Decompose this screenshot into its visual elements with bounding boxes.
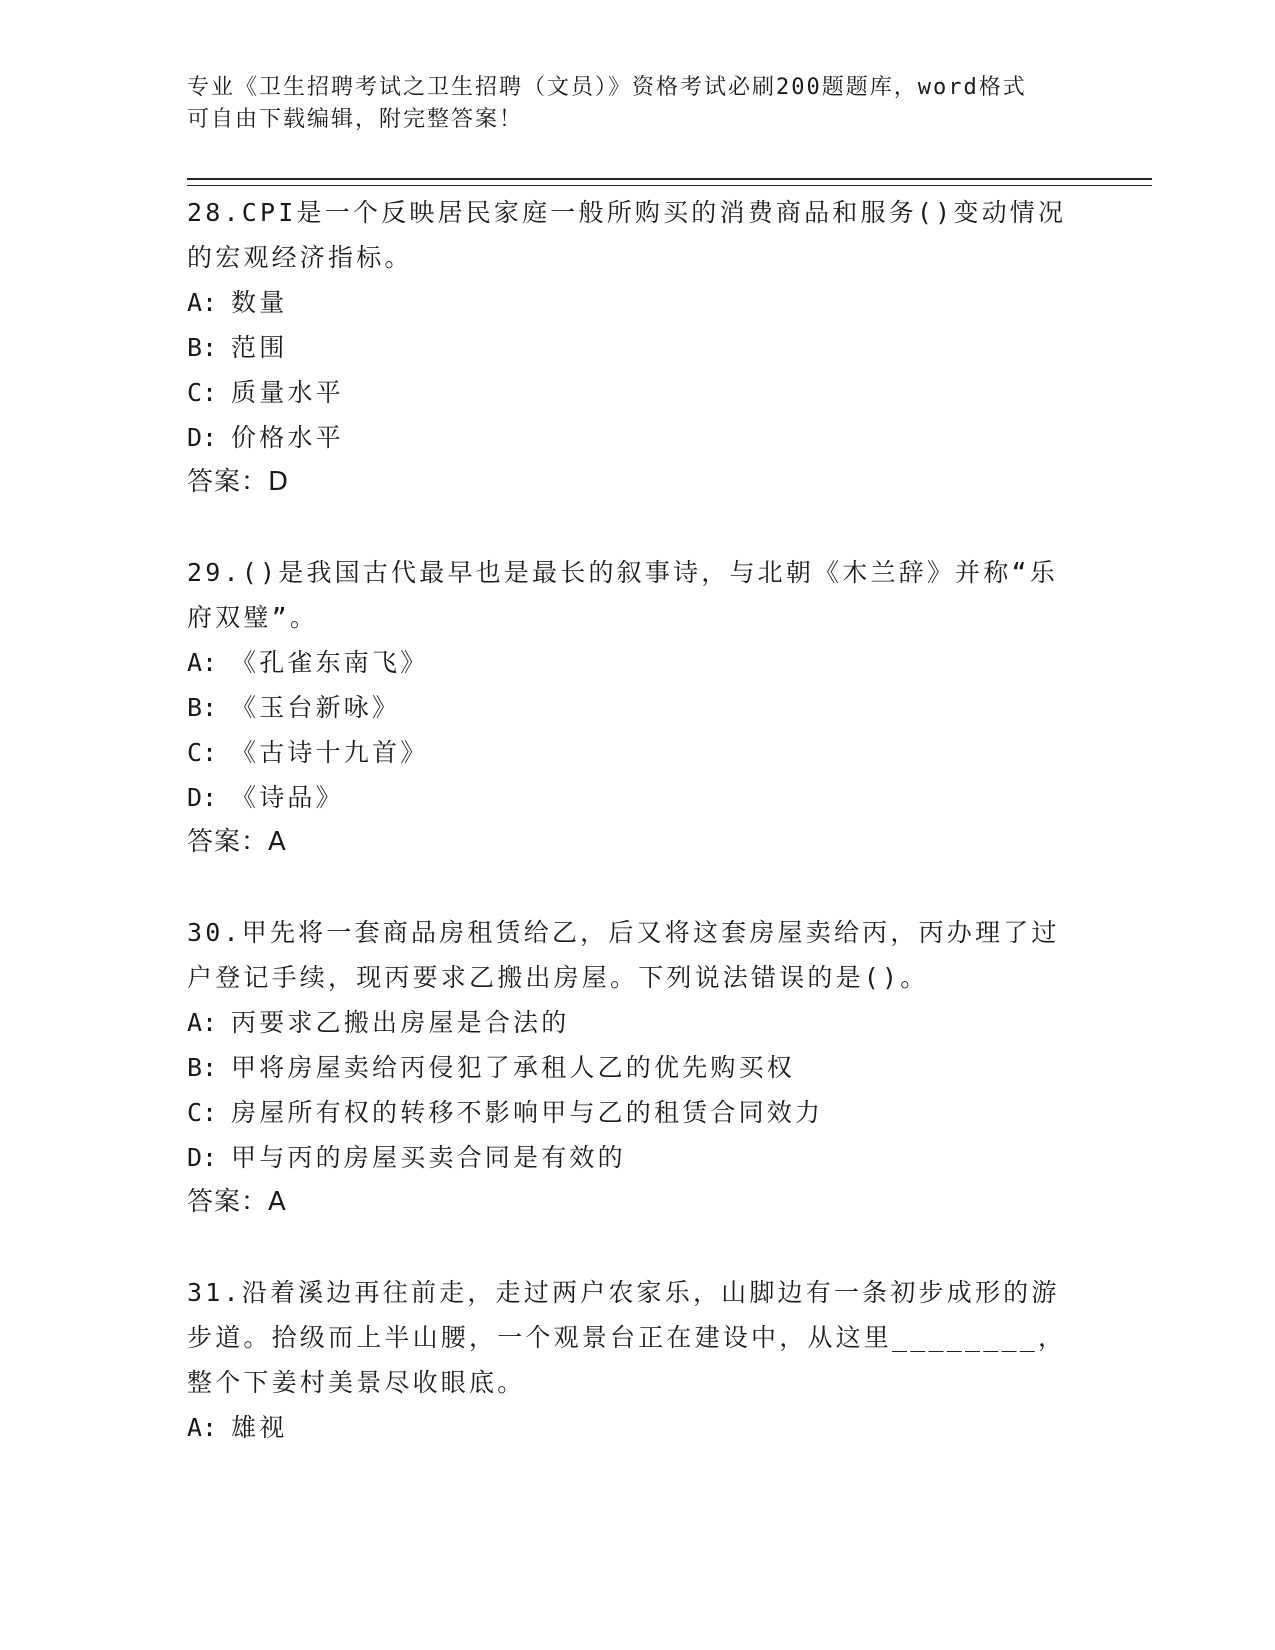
option-letter: D: [187,1143,218,1172]
option-letter: C: [187,738,218,767]
option-text: 雄视 [231,1413,288,1442]
answer-line: 答案：A [187,827,287,857]
option-text: 甲与丙的房屋买卖合同是有效的 [231,1143,626,1172]
option-b [187,325,1087,370]
option-letter: A: [187,1413,218,1442]
stem-line: 29.()是我国古代最早也是最长的叙事诗，与北朝《木兰辞》并称“乐 [187,558,1058,587]
option-text: 价格水平 [231,423,344,452]
option-letter: B: [187,333,218,362]
option-d [187,415,1087,460]
stem-line: 府双璧”。 [187,603,319,632]
option-letter: D: [187,423,218,452]
option-letter: A: [187,1008,218,1037]
answer-line: 答案：A [187,1187,287,1217]
option-b [187,1045,1087,1090]
header-line-1: 专业《卫生招聘考试之卫生招聘（文员）》资格考试必刷200题题库，word格式 [187,75,1027,100]
option-b [187,685,1087,730]
answer-line: 答案：D [187,467,290,497]
option-c [187,730,1087,775]
option-text: 质量水平 [231,378,344,407]
option-text: 房屋所有权的转移不影响甲与乙的租赁合同效力 [231,1098,824,1127]
question-30 [187,910,1087,1225]
option-letter: D: [187,783,218,812]
document-header [187,72,1087,136]
question-stem [187,550,1087,640]
question-28 [187,190,1087,505]
option-a [187,1000,1087,1045]
header-divider-thick [187,178,1152,180]
stem-line: 的宏观经济指标。 [187,243,413,272]
option-text: 《古诗十九首》 [231,738,429,767]
stem-line: 30.甲先将一套商品房租赁给乙，后又将这套房屋卖给丙，丙办理了过 [187,918,1060,947]
stem-line: 户登记手续，现丙要求乙搬出房屋。下列说法错误的是()。 [187,963,929,992]
option-letter: B: [187,693,218,722]
stem-line: 步道。拾级而上半山腰，一个观景台正在建设中，从这里________， [187,1323,1067,1352]
option-text: 数量 [231,288,288,317]
question-stem [187,190,1087,280]
stem-line: 整个下姜村美景尽收眼底。 [187,1368,526,1397]
option-c [187,370,1087,415]
option-letter: B: [187,1053,218,1082]
stem-line: 31.沿着溪边再往前走，走过两户农家乐，山脚边有一条初步成形的游 [187,1278,1060,1307]
option-d [187,1135,1087,1180]
question-31 [187,1270,1087,1450]
question-stem [187,1270,1087,1405]
stem-line: 28.CPI是一个反映居民家庭一般所购买的消费商品和服务()变动情况 [187,198,1067,227]
option-a [187,280,1087,325]
option-letter: A: [187,288,218,317]
option-letter: C: [187,1098,218,1127]
option-text: 甲将房屋卖给丙侵犯了承租人乙的优先购买权 [231,1053,796,1082]
option-text: 《诗品》 [231,783,344,812]
option-letter: C: [187,378,218,407]
option-letter: A: [187,648,218,677]
question-list [187,190,1087,1495]
option-text: 范围 [231,333,288,362]
option-c [187,1090,1087,1135]
option-text: 《孔雀东南飞》 [231,648,429,677]
option-text: 丙要求乙搬出房屋是合法的 [231,1008,570,1037]
question-29 [187,550,1087,865]
option-a [187,1405,1087,1450]
header-line-2: 可自由下载编辑，附完整答案！ [187,107,524,132]
option-a [187,640,1087,685]
option-text: 《玉台新咏》 [231,693,401,722]
option-d [187,775,1087,820]
header-divider-thin [187,185,1152,186]
question-stem [187,910,1087,1000]
